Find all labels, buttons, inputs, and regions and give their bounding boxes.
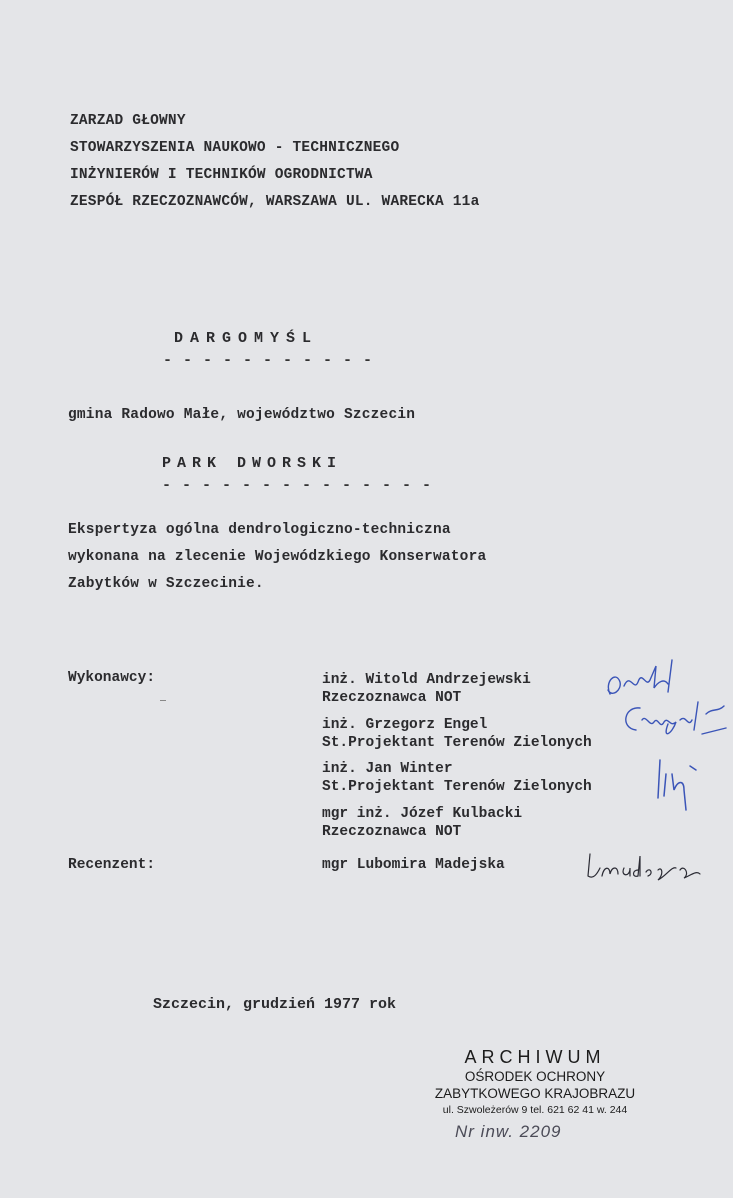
organization-header — [70, 108, 479, 216]
header-line-1: ZARZAD GŁOWNY — [70, 113, 186, 129]
stamp-line-1: ARCHIWUM — [464, 1047, 606, 1067]
contractor-name: inż. Witold Andrzejewski — [322, 672, 531, 688]
document-title: DARGOMYŚL — [174, 330, 319, 347]
stamp-line-4: ul. Szwoleżerów 9 tel. 621 62 41 w. 244 — [442, 1104, 628, 1116]
stamp-line-3: ZABYTKOWEGO KRAJOBRAZU — [434, 1086, 636, 1101]
contractors-label: Wykonawcy: — [68, 670, 156, 686]
contractor-role: Rzeczoznawca NOT — [322, 824, 462, 840]
expertise-line-3: Zabytków w Szczecinie. — [68, 576, 264, 592]
stamp-line-2: OŚRODEK OCHRONY — [464, 1069, 606, 1084]
archive-stamp — [420, 1046, 650, 1118]
park-title: PARK DWORSKI — [162, 455, 343, 472]
header-line-2: STOWARZYSZENIA NAUKOWO - TECHNICZNEGO — [70, 140, 400, 156]
signature-engel — [614, 694, 729, 756]
contractor-name: inż. Jan Winter — [322, 761, 453, 777]
contractor-entry — [322, 760, 592, 796]
contractor-entry — [322, 671, 531, 707]
expertise-description — [68, 517, 486, 598]
contractor-entry — [322, 716, 592, 752]
signature-winter — [650, 750, 730, 814]
park-underline: - - - - - - - - - - - - - - — [162, 477, 433, 494]
stray-mark — [160, 700, 166, 701]
inventory-number: Nr inw. 2209 — [455, 1122, 562, 1141]
signature-madejska — [580, 846, 715, 886]
header-line-4: ZESPÓŁ RZECZOZNAWCÓW, WARSZAWA UL. WARECKA 11a — [70, 194, 480, 210]
reviewer-label: Recenzent: — [68, 857, 156, 873]
title-underline: - - - - - - - - - - - — [163, 352, 374, 369]
contractor-name: inż. Grzegorz Engel — [322, 717, 488, 733]
expertise-line-2: wykonana na zlecenie Wojewódzkiego Konserwatora — [68, 549, 487, 565]
place-and-date: Szczecin, grudzień 1977 rok — [153, 996, 397, 1013]
expertise-line-1: Ekspertyza ogólna dendrologiczno-techniczna — [68, 522, 451, 538]
commune-line: gmina Radowo Małe, województwo Szczecin — [68, 407, 416, 423]
contractor-entry — [322, 805, 522, 841]
header-line-3: INŻYNIERÓW I TECHNIKÓW OGRODNICTWA — [70, 167, 373, 183]
contractor-role: St.Projektant Terenów Zielonych — [322, 779, 592, 795]
contractor-name: mgr inż. Józef Kulbacki — [322, 806, 523, 822]
contractor-role: Rzeczoznawca NOT — [322, 690, 462, 706]
reviewer-name: mgr Lubomira Madejska — [322, 857, 505, 873]
contractor-role: St.Projektant Terenów Zielonych — [322, 735, 592, 751]
